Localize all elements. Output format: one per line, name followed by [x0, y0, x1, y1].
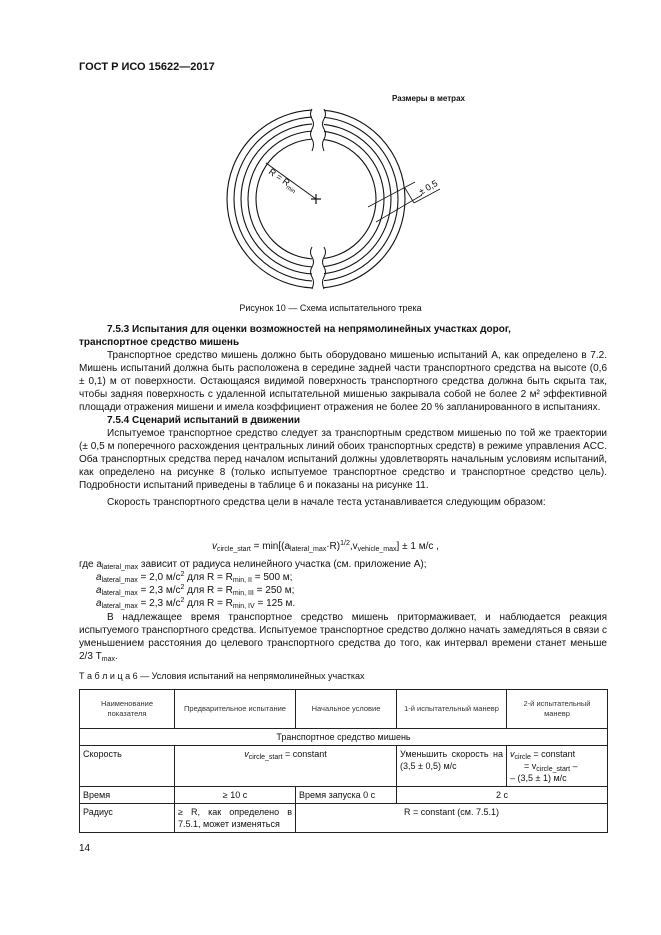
units-note: Размеры в метрах: [392, 94, 465, 103]
row-label: Время: [80, 787, 175, 804]
group-label: Транспортное средство мишень: [80, 729, 608, 746]
section-heading: 7.5.4 Сценарий испытаний в движении: [107, 415, 301, 426]
page-number: 14: [79, 843, 91, 854]
paragraph: Транспортное средство мишень должно быть оборудовано мишенью испытаний А, как определено в 7.2. Мишень испытаний должна быть расположена в середине задней части транспортного средства на высоте (0,6 ± 0,1) м от поверхности. Остающаяся видимой поверхность транспортного средства должна быть скрыта так, чтобы задняя поверхность с удаленной испытательной мишенью закрывала собой не более 2 м² эффективной площади отражения мишени и имела коэффициент отражения не более 20 % запланированного в испытаниях.: [79, 350, 607, 413]
table-cell: Время запуска 0 с: [296, 787, 397, 804]
table-group-row: [80, 729, 608, 746]
table-cell: R = constant (см. 7.5.1): [296, 804, 608, 833]
section-heading-cont: транспортное средство мишень: [79, 337, 240, 348]
tolerance-label: ± 0,5: [417, 178, 440, 197]
test-track-diagram: [200, 97, 460, 297]
document-header: ГОСТ Р ИСО 15622—2017: [79, 61, 215, 73]
row-label: Скорость: [80, 746, 175, 787]
column-header: 2-й испытательный маневр: [507, 690, 608, 729]
table-caption: Т а б л и ц а 6 — Условия испытаний на непрямолинейных участках: [79, 671, 365, 681]
speed-formula: $v_{circle\_start} = \min[(a_{lateral\_max}\cdot R)^{1/2},v_{vehicle\_max}] \pm 1$ м/с ,: [212, 540, 439, 553]
table-cell: ≥ 10 с: [175, 787, 296, 804]
table-row: [80, 804, 608, 833]
where-clause: где $a_{lateral\_max}$ зависит от радиуса нелинейного участка (см. приложение А);: [79, 559, 427, 571]
table-cell: $v_{circle\_start}$ = constant: [175, 746, 397, 787]
case-line: $a_{lateral\_max} = 2,3$ $м/с^2$ для $R = R_{min, IV} = 125$ м.: [96, 597, 296, 610]
table-cell: $v_{circle}$ = constant = $v_{circle\_start}$ – – (3,5 ± 1) м/с: [507, 746, 608, 787]
case-line: $a_{lateral\_max} = 2,3$ $м/с^2$ для $R = R_{min, III} = 250$ м;: [96, 584, 295, 597]
column-header: Предварительное испытание: [175, 690, 296, 729]
paragraph: Испытуемое транспортное средство следует за транспортным средством мишенью по той же траектории (± 0,5 м поперечного расхождения центральных линий обоих транспортных средств) в режиме управления ACC. Оба транспортных средства перед началом испытаний должны удовлетворять начальным условиям испытаний, как определено на рисунке 8 (только испытуемое транспортное средство и транспортное средство цель). Подробности испытаний приведены в таблице 6 и показаны на рисунке 11.: [79, 428, 607, 491]
conditions-table: [79, 689, 608, 833]
figure-caption: Рисунок 10 — Схема испытательного трека: [239, 303, 422, 313]
table-cell: ≥ R, как определено в 7.5.1, может изменяться: [175, 804, 296, 833]
table-cell: 2 с: [397, 787, 608, 804]
case-line: $a_{lateral\_max} = 2,0$ $м/с^2$ для $R = R_{min, II} = 500$ м;: [96, 571, 293, 584]
column-header: Начальное условие: [296, 690, 397, 729]
table-row: [80, 787, 608, 804]
radius-label: $R = R_{min}$: [266, 166, 297, 196]
column-header: Наименование показателя: [80, 690, 175, 729]
row-label: Радиус: [80, 804, 175, 833]
paragraph: Скорость транспортного средства цели в начале теста устанавливается следующим образом:: [107, 497, 546, 508]
table-row: [80, 746, 608, 787]
paragraph-braking: В надлежащее время транспортное средство мишень притормаживает, и наблюдается реакция испытуемого транспортного средства. Испытуемое транспортное средство должно начать замедляться в связи с уменьшением расстояния до целевого транспортного средства до того, как интервал времени станет меньше 2/3 $T_{max}$.: [79, 612, 607, 663]
column-header: 1-й испытательный маневр: [397, 690, 507, 729]
section-heading: 7.5.3 Испытания для оценки возможностей на непрямолинейных участках дорог,: [107, 324, 511, 335]
table-header-row: [80, 690, 608, 729]
table-cell: Уменьшить скорость на (3,5 ± 0,5) м/с: [397, 746, 507, 787]
section-7-5-3: [79, 323, 607, 509]
